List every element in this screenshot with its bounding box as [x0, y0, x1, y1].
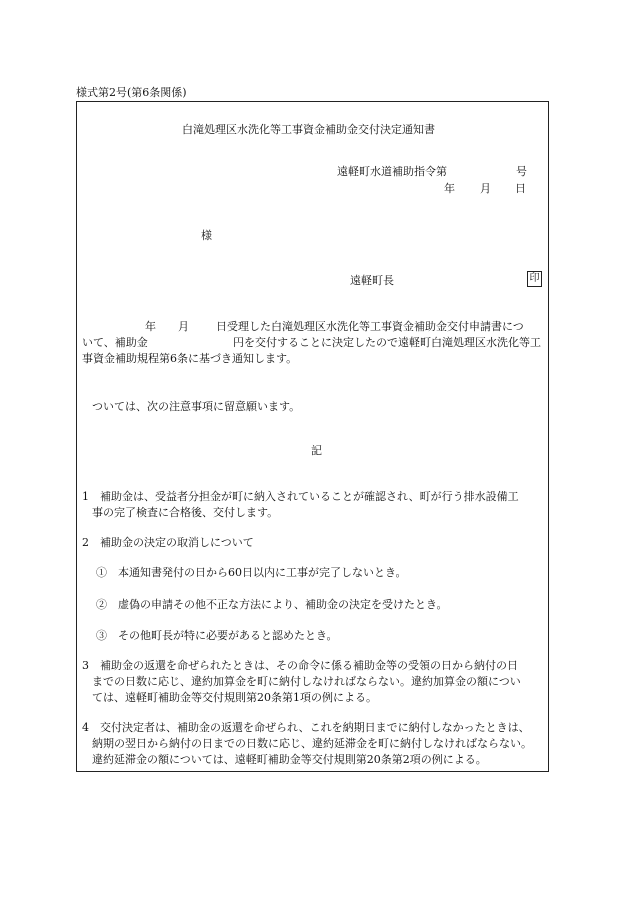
item-2-sub-2: ② 虚偽の申請その他不正な方法により、補助金の決定を受けたとき。: [96, 598, 448, 611]
item-4-line-1: 4 交付決定者は、補助金の返還を命ぜられ、これを納期日までに納付しなかったときは、: [82, 721, 530, 734]
body-line-3: 事資金補助規程第6条に基づき通知します。: [82, 352, 298, 365]
item-3-line-1: 3 補助金の返還を命ぜられたときは、その命令に係る補助金等の受領の日から納付の日: [82, 659, 518, 672]
body-year: 年: [145, 320, 156, 333]
item-2-sub-1: ① 本通知書発付の日から60日以内に工事が完了しないとき。: [96, 566, 407, 579]
doc-number-prefix: 遠軽町水道補助指令第: [337, 165, 447, 178]
date-day: 日: [515, 182, 526, 195]
item-4-line-2: 納期の翌日から納付の日までの日数に応じ、違約延滞金を町に納付しなければならない。: [92, 737, 532, 750]
item-2-heading: 2 補助金の決定の取消しについて: [82, 536, 254, 549]
body-line-2b: 円を交付することに決定したので遠軽町白滝処理区水洗化等工: [233, 336, 541, 349]
date-month: 月: [480, 182, 491, 195]
body-line-2a: いて、補助金: [82, 336, 148, 349]
item-3-line-2: までの日数に応じ、違約加算金を町に納付しなければならない。違約加算金の額につい: [92, 675, 521, 688]
ki-heading: 記: [311, 444, 322, 457]
item-4-line-3: 違約延滞金の額については、遠軽町補助金等交付規則第20条第2項の例による。: [92, 753, 487, 766]
doc-number-suffix: 号: [516, 165, 527, 178]
item-1-line-2: 事の完了検査に合格後、交付します。: [92, 506, 279, 519]
addressee-suffix: 様: [201, 229, 212, 242]
seal-mark: 印: [527, 271, 542, 287]
document-title: 白滝処理区水洗化等工事資金補助金交付決定通知書: [182, 123, 435, 136]
body-line-1: 日受理した白滝処理区水洗化等工事資金補助金交付申請書につ: [216, 320, 524, 333]
notice-text: ついては、次の注意事項に留意願います。: [92, 400, 301, 413]
form-label: 様式第2号(第6条関係): [76, 86, 187, 99]
date-year: 年: [444, 182, 455, 195]
issuer-name: 遠軽町長: [350, 274, 394, 287]
body-month: 月: [178, 320, 189, 333]
item-2-sub-3: ③ その他町長が特に必要があると認めたとき。: [96, 629, 338, 642]
item-1-line-1: 1 補助金は、受益者分担金が町に納入されていることが確認され、町が行う排水設備工: [82, 490, 519, 503]
item-3-line-3: ては、遠軽町補助金等交付規則第20条第1項の例による。: [92, 691, 377, 704]
